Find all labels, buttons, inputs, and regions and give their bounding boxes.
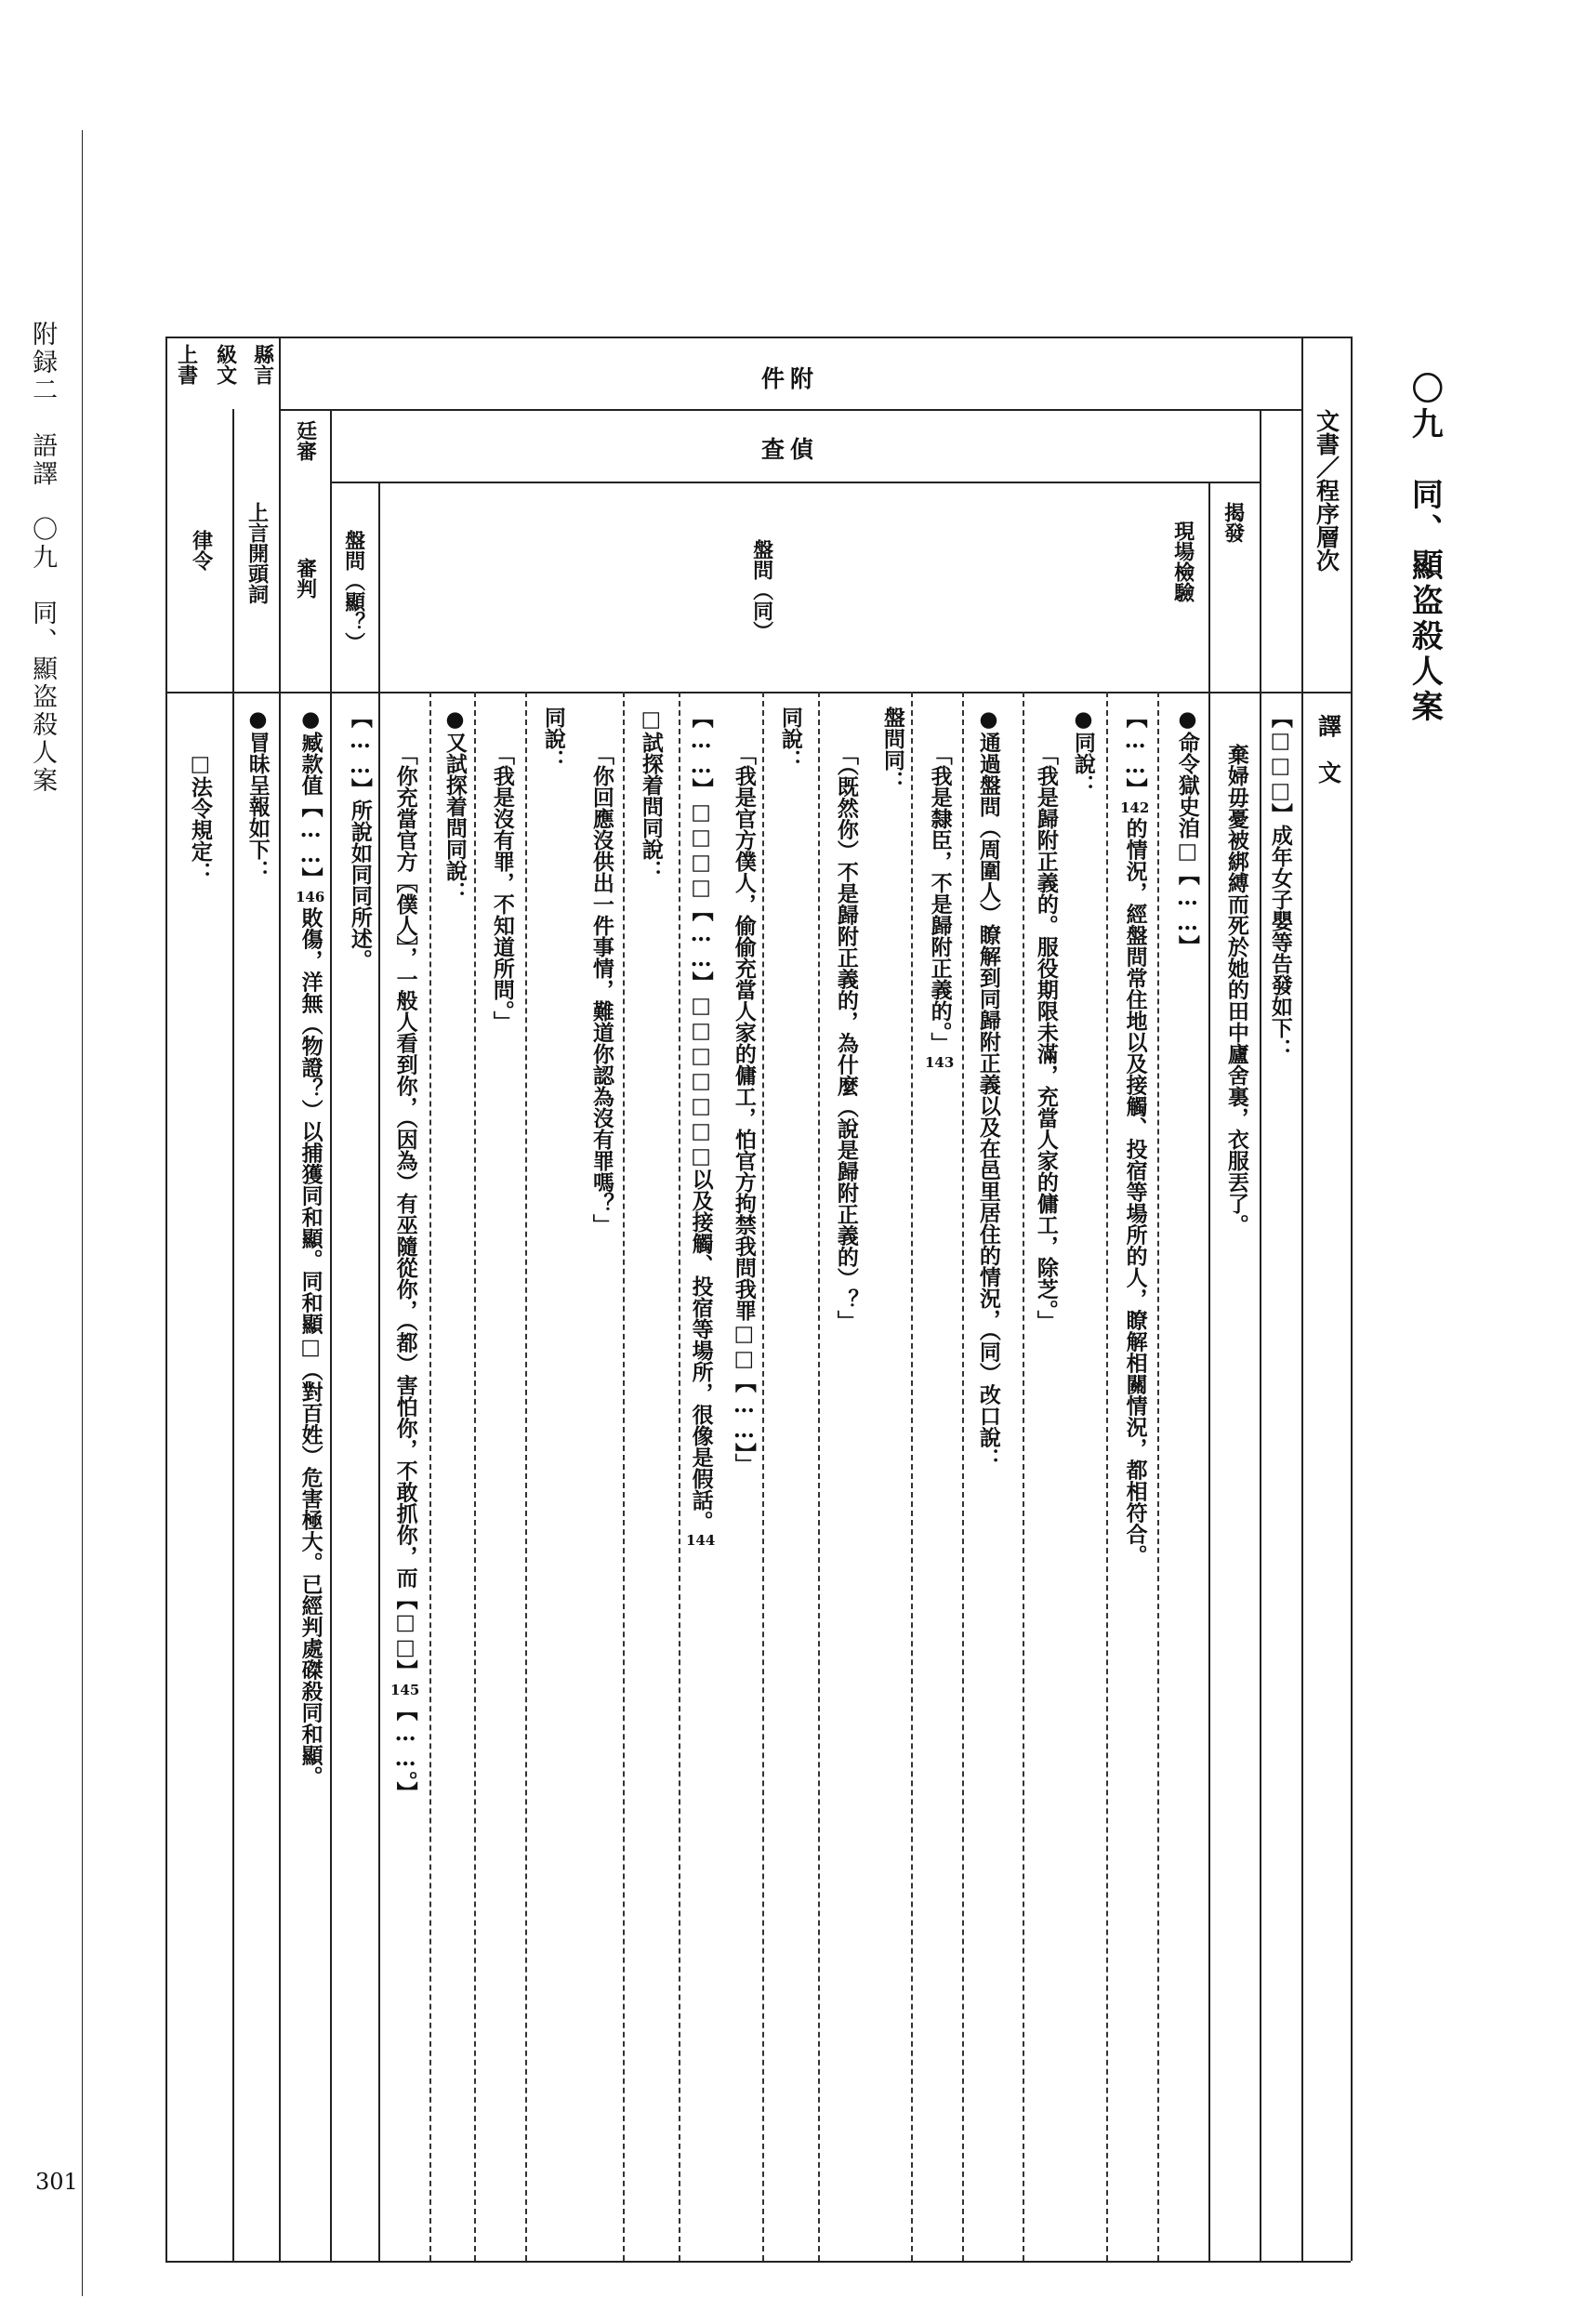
header-row-divider-1	[279, 409, 1301, 411]
row-20: 【……】所說如同同所述。	[347, 706, 373, 971]
row-19	[390, 744, 419, 1803]
running-head: 附録二 語譯 〇九 同、顯盗殺人案	[28, 321, 58, 795]
row-sep	[762, 692, 764, 2261]
row-13-text: 【……】□□□□【……】□□□□□□□以及接觸、投宿等場所，很像是假話。	[688, 706, 714, 1532]
col-divider-panwen-xian	[378, 482, 380, 2261]
col-divider-jiefa	[1260, 409, 1261, 2261]
note-142: 142	[1120, 799, 1150, 816]
col-header-bottom: 譯 文	[1314, 714, 1342, 784]
margin-rule	[82, 130, 83, 2296]
row-21	[296, 706, 324, 1788]
note-145: 145	[390, 1681, 420, 1698]
note-143: 143	[925, 1053, 955, 1071]
row-3: ●命令獄史洎□【……】	[1174, 706, 1200, 957]
row-11: 同說：	[777, 706, 803, 771]
note-146: 146	[296, 889, 325, 905]
row-21-bracket: ●臧款值【……】	[297, 706, 323, 889]
row-16: 同說：	[540, 706, 566, 771]
header-row-divider-2	[330, 482, 1260, 483]
col-divider-header	[1301, 337, 1303, 2261]
header-shangyan: 上言開頭詞	[244, 502, 270, 604]
row-9: 盤問同：	[879, 706, 905, 792]
row-4-bracket: 【……】	[1122, 706, 1148, 799]
row-17: 「我是沒有罪，不知道所問。」	[489, 744, 515, 1033]
header-lvling: 律令	[189, 530, 214, 571]
row-sep	[525, 692, 527, 2261]
header-tingshen: 廷審	[293, 420, 318, 461]
row-21-text: 敗傷，洋無（物證？）以捕獲同和顯。同和顯□（對百姓）危害極大。已經判處磔殺同和顯。	[297, 906, 323, 1788]
note-144: 144	[686, 1532, 716, 1549]
col-divider-shangyan	[232, 409, 234, 2261]
row-15: 「你回應沒供出一件事情，難道你認為沒有罪嗎？」	[588, 744, 614, 1235]
row-1: 【□□□】成年女子嬰等告發如下：	[1267, 706, 1293, 1060]
row-19-end: 【……。】	[392, 1699, 418, 1803]
row-10: 「（既然你）不是歸附正義的，為什麼（說是歸附正義的）？」	[833, 744, 859, 1332]
row-sep	[1106, 692, 1108, 2261]
table-left-border	[165, 337, 167, 2261]
col-divider-tingshen	[330, 409, 332, 2261]
table-right-border	[1351, 337, 1353, 2261]
row-8	[925, 744, 954, 1072]
row-sep	[474, 692, 476, 2261]
section-title: 〇九 同、顯盗殺人案	[1406, 372, 1444, 725]
row-4	[1120, 706, 1149, 1566]
row-8-text: 「我是隸臣，不是歸附正義的。」	[927, 744, 953, 1054]
row-22: ●冒昧呈報如下：	[244, 706, 271, 881]
header-shenpan: 審判	[293, 558, 318, 599]
header-jiefa: 揭發	[1221, 502, 1246, 543]
row-12: 「我是官方僕人，偷偷充當人家的傭工，怕官方拘禁我問我罪□□【……】」	[731, 744, 757, 1475]
row-18: ●又試探着問同說：	[442, 706, 468, 903]
row-5: ●同說：	[1070, 706, 1096, 796]
header-fuzhuan: 件附	[760, 365, 819, 392]
row-14: □試探着問同說：	[638, 706, 664, 881]
row-19-text: 「你充當官方〖僕人〗，一般人看到你，（因為）有巫隨從你，（都）害怕你，不敢抓你，而【□□】	[392, 744, 418, 1682]
row-13	[686, 706, 715, 1551]
col-divider-xianyan	[279, 337, 281, 2261]
header-xianchang: 現場檢驗	[1170, 521, 1195, 602]
row-sep	[679, 692, 680, 2261]
header-jiwen: 級文	[213, 344, 238, 385]
header-body-divider	[165, 692, 1351, 693]
row-7: ●通過盤問（周圍人）瞭解到同歸附正義以及在邑里居住的情況，（同）改口說：	[975, 706, 1001, 1470]
row-4-text: 的情況，經盤問常住地以及接觸、投宿等場所的人，瞭解相關情況，都相符合。	[1122, 817, 1148, 1566]
header-panwen-xian: 盤問（顯？）	[341, 530, 366, 653]
header-shangshu: 上書	[174, 344, 199, 385]
row-sep	[1023, 692, 1024, 2261]
table-bottom-border	[165, 2261, 1351, 2263]
row-sep	[962, 692, 964, 2261]
row-sep	[911, 692, 913, 2261]
col-header-top: 文書／程序層次	[1313, 409, 1340, 572]
row-6: 「我是歸附正義的。服役期限未滿，充當人家的傭工，除芝。」	[1033, 744, 1059, 1332]
row-sep	[429, 692, 431, 2261]
row-sep	[818, 692, 820, 2261]
header-chazhen: 查偵	[760, 436, 819, 463]
header-xianyan: 縣言	[250, 344, 275, 385]
row-sep	[1157, 692, 1159, 2261]
row-2: 棄婦毋憂被綁縛而死於她的田中廬舍裏，衣服丟了。	[1223, 744, 1249, 1235]
table-top-border	[165, 337, 1351, 338]
row-sep	[623, 692, 625, 2261]
header-panwen-tong: 盤問（同）	[749, 539, 774, 641]
page-number: 301	[35, 2169, 78, 2195]
col-divider-xianchang	[1208, 482, 1210, 2261]
row-23: □法令規定：	[187, 751, 213, 883]
